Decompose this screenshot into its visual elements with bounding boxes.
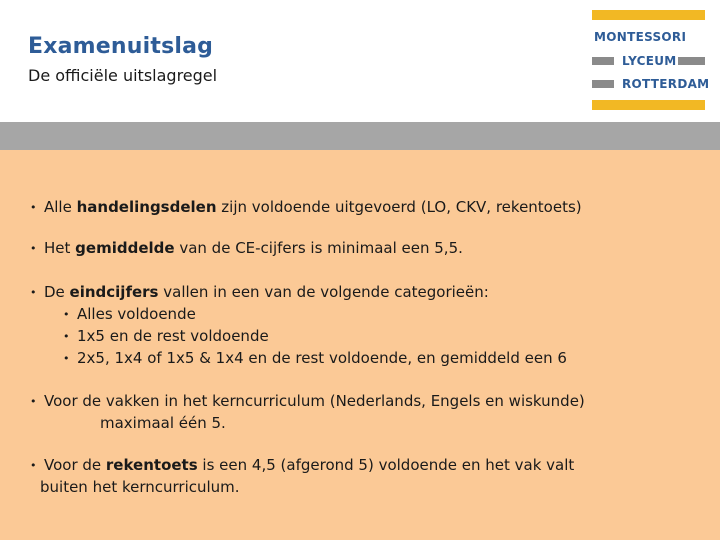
logo-stripe xyxy=(592,57,614,65)
list-item: • Het gemiddelde van de CE-cijfers is minimaal een 5,5. xyxy=(30,237,463,260)
bullet-icon: • xyxy=(63,352,70,365)
divider-bar xyxy=(0,122,720,150)
slide-subtitle: De officiële uitslagregel xyxy=(28,66,218,85)
list-item: • Voor de rekentoets is een 4,5 (afgerond 5) voldoende en het vak valt xyxy=(30,454,574,477)
list-item: • Alle handelingsdelen zijn voldoende uitgevoerd (LO, CKV, rekentoets) xyxy=(30,196,582,219)
bullet-icon: • xyxy=(63,330,70,343)
bullet-icon: • xyxy=(30,242,37,255)
list-item-continuation: maximaal één 5. xyxy=(100,414,226,432)
slide-title: Examenuitslag xyxy=(28,34,214,59)
logo-row-3 xyxy=(592,75,710,93)
sub-list-item: • 2x5, 1x4 of 1x5 & 1x4 en de rest voldoende, en gemiddeld een 6 xyxy=(63,347,567,370)
logo-top-bar xyxy=(592,10,705,20)
logo-row-1 xyxy=(592,28,705,46)
logo-stripe xyxy=(592,80,614,88)
content-panel xyxy=(0,150,720,540)
list-item: • De eindcijfers vallen in een van de volgende categorieën: xyxy=(30,281,489,304)
bullet-icon: • xyxy=(30,459,37,472)
sub-list-item: • Alles voldoende xyxy=(63,303,196,326)
logo-word-lyceum: LYCEUM xyxy=(622,54,677,68)
slide-header xyxy=(0,0,720,122)
sub-list-item: • 1x5 en de rest voldoende xyxy=(63,325,269,348)
logo-bottom-bar xyxy=(592,100,705,110)
logo-word-montessori: MONTESSORI xyxy=(594,30,687,44)
bullet-icon: • xyxy=(30,395,37,408)
logo-row-2 xyxy=(592,52,705,70)
bullet-icon: • xyxy=(30,286,37,299)
list-item-continuation: buiten het kerncurriculum. xyxy=(40,478,240,496)
logo-line xyxy=(678,57,705,65)
bullet-icon: • xyxy=(63,308,70,321)
bullet-icon: • xyxy=(30,201,37,214)
school-logo xyxy=(592,10,710,110)
logo-word-rotterdam: ROTTERDAM xyxy=(622,77,710,91)
list-item: • Voor de vakken in het kerncurriculum (Nederlands, Engels en wiskunde) xyxy=(30,390,585,413)
